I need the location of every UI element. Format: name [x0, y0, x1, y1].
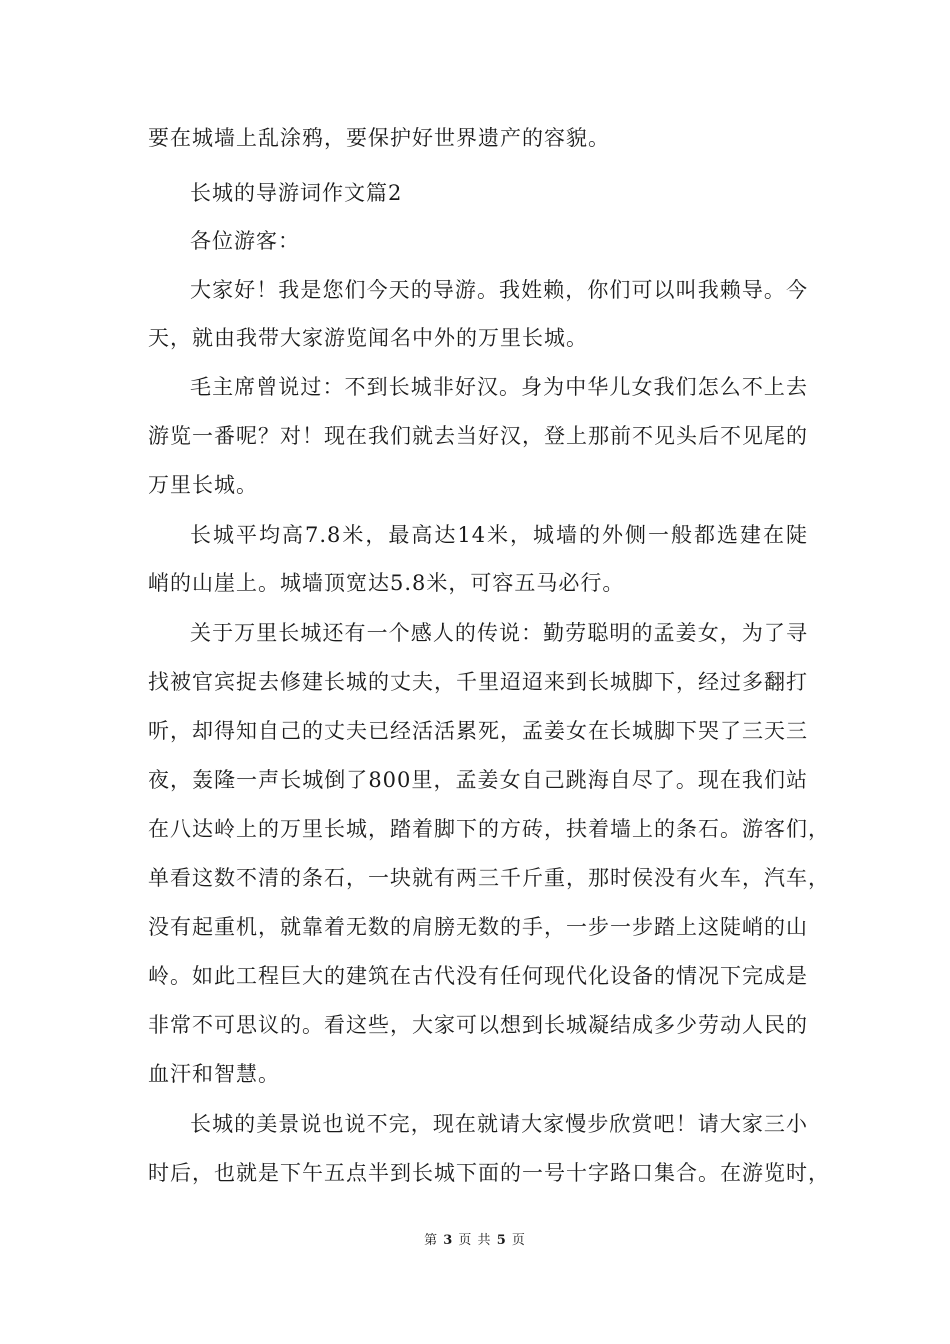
text-line: 峭的山崖上。城墙顶宽达5.8米，可容五马必行。: [148, 571, 625, 595]
text-line: 找被官宾捉去修建长城的丈夫，千里迢迢来到长城脚下，经过多翻打: [148, 670, 808, 694]
page-footer: [0, 1233, 950, 1249]
text-line: 时后，也就是下午五点半到长城下面的一号十字路口集合。在游览时，: [148, 1161, 830, 1185]
text-line: 天，就由我带大家游览闻名中外的万里长城。: [148, 326, 588, 350]
text-line: 在八达岭上的万里长城，踏着脚下的方砖，扶着墙上的条石。游客们，: [148, 817, 830, 841]
footer-suffix: 页: [511, 1233, 526, 1248]
text-line: 听，却得知自己的丈夫已经活活累死，孟姜女在长城脚下哭了三天三: [148, 719, 808, 743]
footer-middle: 页 共: [458, 1233, 492, 1248]
text-line: 毛主席曾说过：不到长城非好汉。身为中华儿女我们怎么不上去: [190, 375, 808, 399]
greeting: 各位游客：: [190, 229, 300, 253]
footer-current-page: 3: [443, 1233, 454, 1248]
text-line: 夜，轰隆一声长城倒了800里，孟姜女自己跳海自尽了。现在我们站: [148, 768, 808, 792]
footer-total-pages: 5: [496, 1233, 507, 1248]
text-line: 要在城墙上乱涂鸦，要保护好世界遗产的容貌。: [148, 126, 610, 150]
text-line: 万里长城。: [148, 473, 258, 497]
text-line: 非常不可思议的。看这些，大家可以想到长城凝结成多少劳动人民的: [148, 1013, 808, 1037]
footer-prefix: 第: [424, 1233, 439, 1248]
text-line: 大家好！我是您们今天的导游。我姓赖，你们可以叫我赖导。今: [190, 278, 808, 302]
text-line: 长城平均高7.8米，最高达14米，城墙的外侧一般都选建在陡: [190, 523, 808, 547]
text-line: 游览一番呢？对！现在我们就去当好汉，登上那前不见头后不见尾的: [148, 424, 808, 448]
text-line: 长城的美景说也说不完，现在就请大家慢步欣赏吧！请大家三小: [190, 1112, 808, 1136]
text-line: 没有起重机，就靠着无数的肩膀无数的手，一步一步踏上这陡峭的山: [148, 915, 808, 939]
text-line: 关于万里长城还有一个感人的传说：勤劳聪明的孟姜女，为了寻: [190, 621, 808, 645]
text-line: 单看这数不清的条石，一块就有两三千斤重，那时侯没有火车，汽车，: [148, 866, 830, 890]
text-line: 血汗和智慧。: [148, 1062, 280, 1086]
text-line: 岭。如此工程巨大的建筑在古代没有任何现代化设备的情况下完成是: [148, 964, 808, 988]
section-heading: 长城的导游词作文篇2: [190, 181, 403, 205]
